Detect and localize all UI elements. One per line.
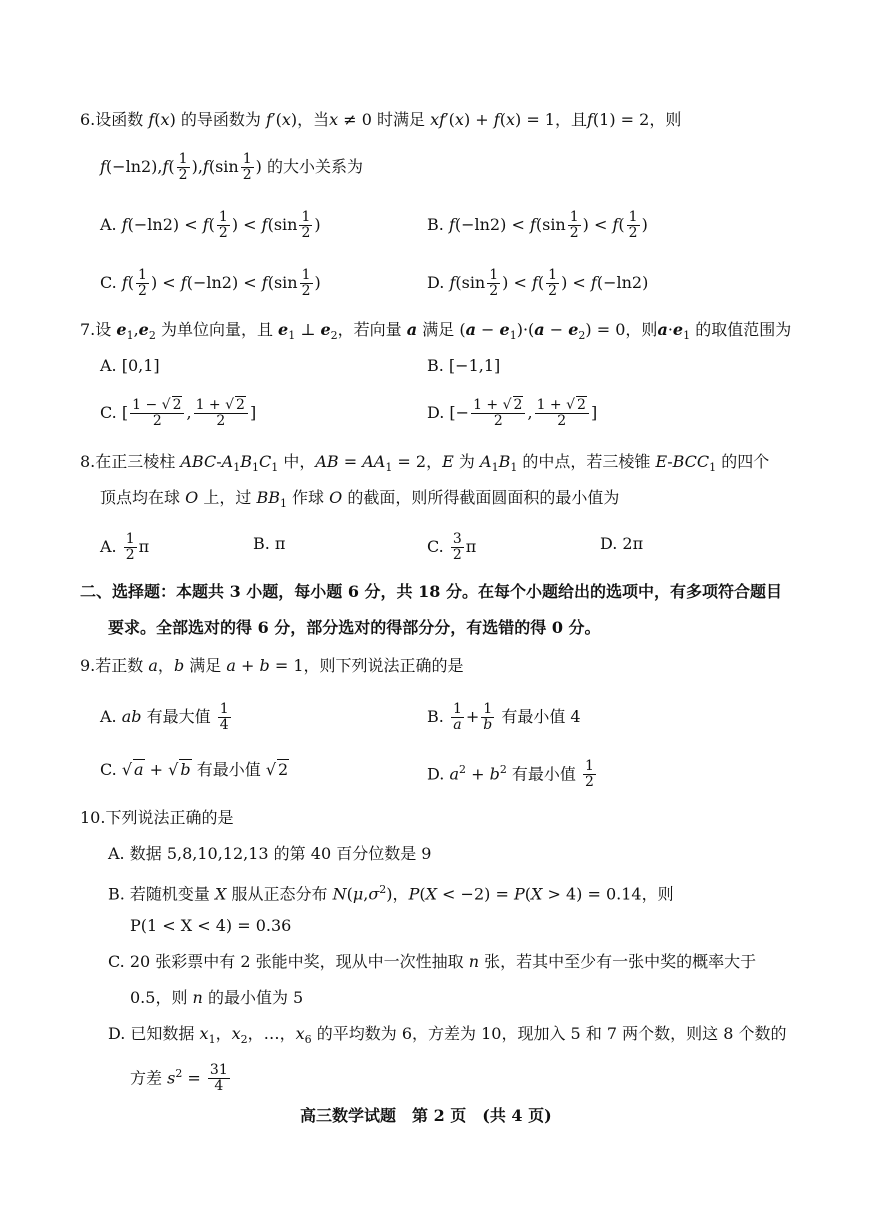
q8-option-a: A. $\frac{1}{2}$ π bbox=[100, 531, 150, 563]
q6-number: 6. bbox=[80, 110, 96, 129]
q10-option-b-line1: B. 若随机变量 X 服从正态分布 $N(\mu,\sigma^2)$，P(X < −2) = P(X > 4) = 0.14，则 bbox=[108, 883, 674, 904]
q9-number: 9. bbox=[80, 656, 96, 675]
q8-option-b: B. π bbox=[253, 534, 286, 553]
q8-option-d: D. 2π bbox=[600, 534, 644, 553]
q6-stem-line1: 6.设函数 f(x) 的导函数为 f′(x)，当x ≠ 0 时满足 xf′(x) + f(x) = 1，且f(1) = 2，则 bbox=[80, 110, 682, 129]
q9-option-a: A. ab 有最大值 $\frac{1}{4}$ bbox=[100, 701, 229, 733]
q9-stem: 9.若正数 a，b 满足 a + b = 1，则下列说法正确的是 bbox=[80, 656, 464, 675]
q8-stem-line2: 顶点均在球 O 上，过 $BB_1$ 作球 O 的截面，则所得截面圆面积的最小值为 bbox=[100, 488, 620, 511]
q10-option-b-line2: P(1 < X < 4) = 0.36 bbox=[130, 916, 292, 935]
q10-option-c-line1: C. 20 张彩票中有 2 张能中奖，现从中一次性抽取 n 张，若其中至少有一张中奖的概率大于 bbox=[108, 952, 757, 971]
q6-option-d: D. f(sin $\frac{1}{2}$ ) < f( $\frac{1}{2}$ ) < f(−ln2) bbox=[427, 267, 649, 299]
q7-option-d: D. [− $\frac{1 + √ 2}{2}$ , $\frac{1 + √ 2}{2}$ ] bbox=[427, 397, 598, 429]
q10-option-a: A. 数据 5,8,10,12,13 的第 40 百分位数是 9 bbox=[108, 844, 432, 863]
q10-stem: 10.下列说法正确的是 bbox=[80, 808, 234, 827]
q10-option-d-line2: 方差 $s^2$ = $\frac{31}{4}$ bbox=[130, 1062, 228, 1095]
q7-option-c: C. [ $\frac{1 - √ 2}{2}$ , $\frac{1 + √ 2}{2}$ ] bbox=[100, 397, 257, 429]
q9-option-b: B. $\frac{1}{a}$ + $\frac{1}{b}$ 有最小值 4 bbox=[427, 701, 581, 733]
q7-stem: 7.设 $e_1,e_2$ 为单位向量，且 $e_1$ ⊥ $e_2$，若向量 a 满足 $(a - e_1)\cdot(a - e_2) = 0$，则$a\cdot e_1$ 的取值范围为 bbox=[80, 320, 792, 343]
section2-header-line2: 要求。全部选对的得 6 分，部分选对的得部分分，有选错的得 0 分。 bbox=[108, 618, 601, 637]
q7-option-b: B. [−1,1] bbox=[427, 356, 501, 375]
q8-number: 8. bbox=[80, 452, 96, 471]
q9-option-d: D. $a^2 + b^2$ 有最小值 $\frac{1}{2}$ bbox=[427, 758, 594, 791]
q6-option-b: B. f(−ln2) < f(sin $\frac{1}{2}$ ) < f( $\frac{1}{2}$ ) bbox=[427, 209, 648, 241]
q6-option-c: C. f( $\frac{1}{2}$ ) < f(−ln2) < f(sin $\frac{1}{2}$ ) bbox=[100, 267, 321, 299]
section2-header-line1: 二、选择题：本题共 3 小题，每小题 6 分，共 18 分。在每个小题给出的选项中，有多项符合题目 bbox=[80, 582, 782, 601]
q10-number: 10. bbox=[80, 808, 106, 827]
q9-option-c: C. √ a + √ b 有最小值 √ 2 bbox=[100, 760, 289, 779]
q10-option-d-line1: D. 已知数据 $x_1$，$x_2$，…，$x_6$ 的平均数为 6，方差为 10，现加入 5 和 7 两个数，则这 8 个数的 bbox=[108, 1024, 787, 1047]
q6-option-a: A. f(−ln2) < f( $\frac{1}{2}$ ) < f(sin $\frac{1}{2}$ ) bbox=[100, 209, 321, 241]
q10-option-c-line2: 0.5，则 n 的最小值为 5 bbox=[130, 988, 304, 1007]
q8-option-c: C. $\frac{3}{2}$ π bbox=[427, 531, 477, 563]
q8-stem-line1: 8.在正三棱柱 ABC-$A_1B_1C_1$ 中，AB = $AA_1 = 2$，E 为 $A_1B_1$ 的中点，若三棱锥 $E-BCC_1$ 的四个 bbox=[80, 452, 770, 475]
q7-number: 7. bbox=[80, 320, 96, 339]
q6-stem-line2: f(−ln2),f( $\frac{1}{2}$ ),f(sin $\frac{1}{2}$ ) 的大小关系为 bbox=[100, 151, 363, 183]
page-footer: 高三数学试题 第 2 页 (共 4 页) bbox=[300, 1106, 552, 1125]
q7-option-a: A. [0,1] bbox=[100, 356, 160, 375]
